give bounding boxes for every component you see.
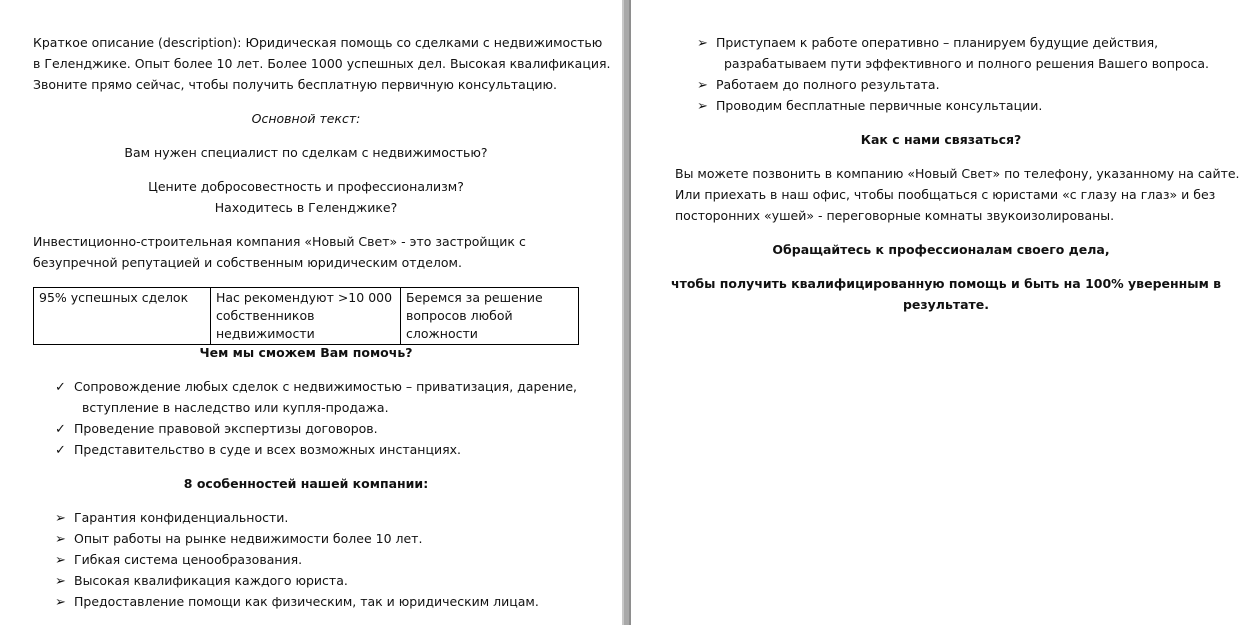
contact-line: посторонних «ушей» - переговорные комнаты звукоизолированы. [675, 208, 1115, 223]
list-item-text: Проведение правовой экспертизы договоров. [74, 421, 378, 436]
page-separator [622, 0, 631, 625]
list-item [33, 439, 577, 460]
list-item-text: Предоставление помощи как физическим, так и юридическим лицам. [74, 594, 539, 609]
help-list [33, 376, 577, 460]
cta-heading: Обращайтесь к профессионалам своего дела, [772, 242, 1110, 257]
cta-line: результате. [902, 297, 990, 312]
description-line: Краткое описание (description): Юридическая помощь со сделками с недвижимостью [33, 35, 603, 50]
arrow-bullet-icon [697, 74, 713, 96]
list-item-text: Приступаем к работе оперативно – планируем будущие действия, [716, 35, 1159, 50]
check-icon [55, 376, 71, 398]
list-item [675, 74, 1209, 95]
arrow-bullet-icon [697, 32, 713, 54]
description-line: в Геленджике. Опыт более 10 лет. Более 1000 успешных дел. Высокая квалификация. [33, 56, 611, 71]
table-cell: Нас рекомендуют >10 000 собственников недвижимости [211, 288, 401, 345]
help-heading: Чем мы сможем Вам помочь? [199, 345, 413, 360]
list-item [33, 549, 539, 570]
contact-paragraph [675, 163, 1240, 226]
list-item-text: Гарантия конфиденциальности. [74, 510, 289, 525]
arrow-bullet-icon [55, 549, 71, 571]
list-item-text: разрабатываем пути эффективного и полного решения Вашего вопроса. [724, 56, 1209, 71]
cta-line: чтобы получить квалифицированную помощь и быть на 100% уверенным в [671, 276, 1222, 291]
list-item [33, 591, 539, 612]
main-text-label: Основной текст: [251, 111, 361, 126]
table-cell: Беремся за решение вопросов любой сложности [401, 288, 579, 345]
check-icon [55, 418, 71, 440]
arrow-bullet-icon [55, 507, 71, 529]
contact-heading: Как с нами связаться? [860, 132, 1022, 147]
list-item [33, 376, 577, 418]
list-item-text: Представительство в суде и всех возможных инстанциях. [74, 442, 461, 457]
list-item [675, 95, 1209, 116]
list-item-text: Проводим бесплатные первичные консультации. [716, 98, 1043, 113]
list-item-text: Сопровождение любых сделок с недвижимостью – приватизация, дарение, [74, 379, 578, 394]
intro-line: Инвестиционно-строительная компания «Новый Свет» - это застройщик с [33, 234, 526, 249]
features-list-continued [675, 32, 1209, 116]
list-item [33, 570, 539, 591]
contact-line: Вы можете позвонить в компанию «Новый Свет» по телефону, указанному на сайте. [675, 166, 1240, 181]
check-icon [55, 439, 71, 461]
arrow-bullet-icon [697, 95, 713, 117]
cta-text [671, 273, 1221, 315]
benefits-table [33, 287, 579, 345]
list-item-text: Высокая квалификация каждого юриста. [74, 573, 348, 588]
contact-line: Или приехать в наш офис, чтобы пообщаться с юристами «с глазу на глаз» и без [675, 187, 1216, 202]
intro-line: безупречной репутацией и собственным юридическим отделом. [33, 255, 462, 270]
description-line: Звоните прямо сейчас, чтобы получить бесплатную первичную консультацию. [33, 77, 557, 92]
features-list [33, 507, 539, 612]
features-heading: 8 особенностей нашей компании: [183, 476, 429, 491]
list-item [675, 32, 1209, 74]
list-item-text: вступление в наследство или купля-продажа. [82, 400, 389, 415]
arrow-bullet-icon [55, 528, 71, 550]
question-honesty: Цените добросовестность и профессионализм? [148, 179, 464, 194]
description-paragraph [33, 32, 610, 95]
document-page-right [631, 0, 1260, 625]
document-page-left [0, 0, 622, 625]
list-item [33, 507, 539, 528]
list-item-text: Гибкая система ценообразования. [74, 552, 303, 567]
intro-paragraph [33, 231, 526, 273]
table-row [34, 288, 579, 345]
list-item [33, 528, 539, 549]
list-item-text: Работаем до полного результата. [716, 77, 940, 92]
table-cell: 95% успешных сделок [34, 288, 211, 345]
list-item [33, 418, 577, 439]
question-location: Находитесь в Геленджике? [214, 200, 398, 215]
arrow-bullet-icon [55, 570, 71, 592]
arrow-bullet-icon [55, 591, 71, 613]
list-item-text: Опыт работы на рынке недвижимости более 10 лет. [74, 531, 423, 546]
question-specialist: Вам нужен специалист по сделкам с недвижимостью? [124, 145, 488, 160]
